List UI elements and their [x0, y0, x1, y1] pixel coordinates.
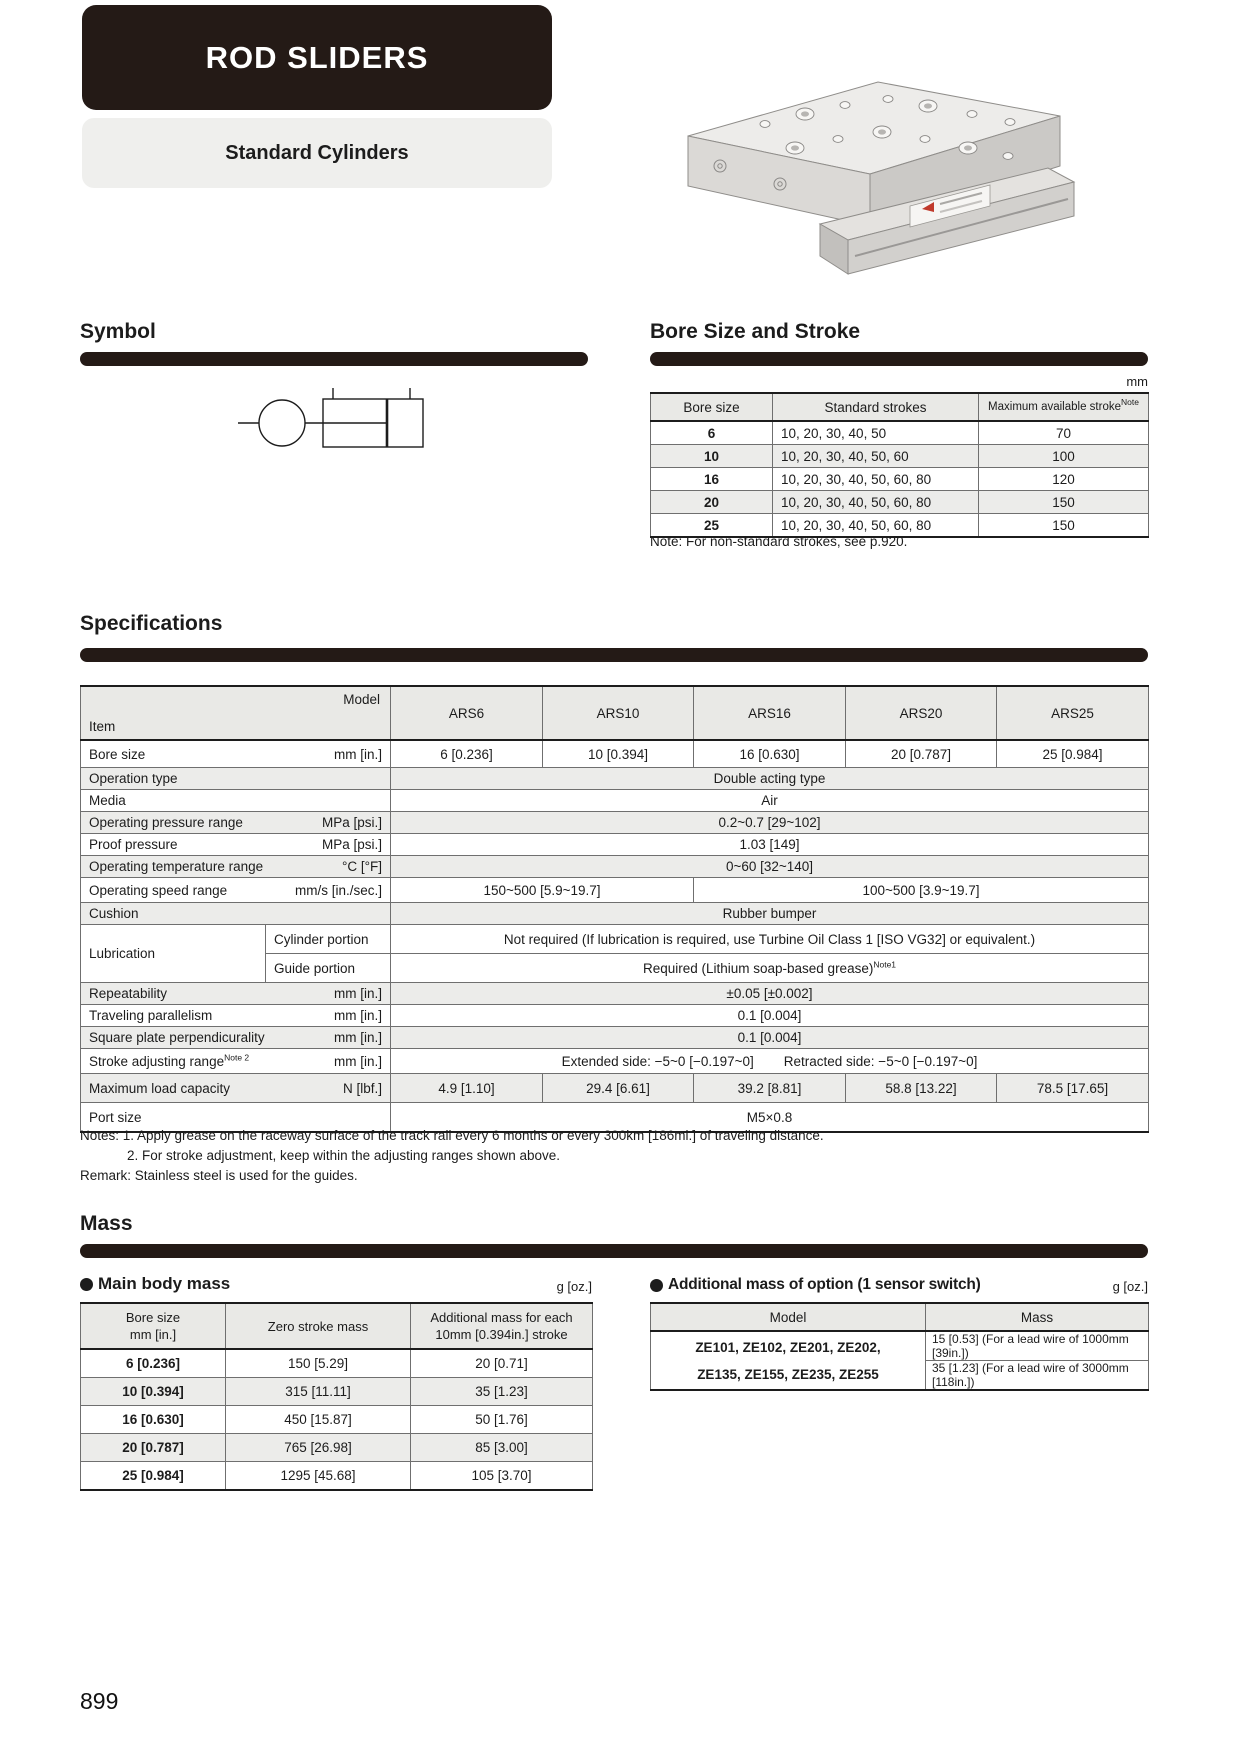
col-model: ARS16	[694, 686, 846, 740]
table-header-row	[651, 393, 1149, 421]
table-row: Operating speed range mm/s [in./sec.] 150~500 [5.9~19.7] 100~500 [3.9~19.7]	[81, 878, 1149, 903]
spec-item: Media	[81, 790, 391, 812]
col-model: ARS6	[391, 686, 543, 740]
spec-item: Cushion	[81, 903, 391, 925]
table-row: Lubrication Cylinder portion Not required (If lubrication is required, use Turbine Oil Class 1 [ISO VG32] or equivalent.)	[81, 925, 1149, 954]
table-row: Operation type Double acting type	[81, 768, 1149, 790]
spec-item: Operating temperature range °C [°F]	[81, 856, 391, 878]
bullet-icon	[650, 1279, 663, 1292]
pneumatic-symbol	[235, 378, 435, 463]
table-row: Operating pressure range MPa [psi.] 0.2~0.7 [29~102]	[81, 812, 1149, 834]
additional-mass-unit: g [oz.]	[1112, 1279, 1148, 1294]
table-row: 35 [1.23] (For a lead wire of 3000mm [118in.])	[651, 1361, 1149, 1391]
table-header-row	[81, 686, 1149, 740]
table-row: Square plate perpendicurality mm [in.] 0.1 [0.004]	[81, 1027, 1149, 1049]
product-image	[660, 66, 1080, 284]
table-header-row	[651, 1303, 1149, 1331]
spec-item: Operating speed range mm/s [in./sec.]	[81, 878, 391, 903]
symbol-heading: Symbol	[80, 320, 156, 343]
col-mass: Mass	[926, 1303, 1149, 1331]
table-row: Traveling parallelism mm [in.] 0.1 [0.004]	[81, 1005, 1149, 1027]
col-max-stroke: Maximum available stroke$^{Note}$	[979, 393, 1149, 421]
additional-mass-table	[650, 1302, 1149, 1391]
table-row: 16 [0.630] 450 [15.87] 50 [1.76]	[81, 1406, 593, 1434]
page-title-banner	[82, 5, 552, 110]
bore-stroke-section-bar	[650, 352, 1148, 366]
model-list-cell: ZE101, ZE102, ZE201, ZE202, ZE135, ZE155, ZE235, ZE255	[651, 1331, 926, 1390]
remark-line: Remark: Stainless steel is used for the guides.	[80, 1168, 358, 1183]
col-model: ARS20	[846, 686, 997, 740]
symbol-section-bar	[80, 352, 588, 366]
bore-table-unit-label: mm	[1126, 374, 1148, 389]
table-row: 16 10, 20, 30, 40, 50, 60, 80 120	[651, 468, 1149, 491]
specifications-heading: Specifications	[80, 612, 223, 635]
lubrication-portion: Guide portion	[266, 954, 391, 983]
table-row: 10 [0.394] 315 [11.11] 35 [1.23]	[81, 1378, 593, 1406]
table-row: Operating temperature range °C [°F] 0~60 [32~140]	[81, 856, 1149, 878]
table-row	[81, 1049, 1149, 1074]
note-line-1: Notes: 1. Apply grease on the raceway surface of the track rail every 6 months or every 300km [186mi.] of traveling distance.	[80, 1128, 824, 1143]
page-subtitle: Standard Cylinders	[225, 141, 409, 164]
spec-item: Square plate perpendicurality mm [in.]	[81, 1027, 391, 1049]
page-number: 899	[80, 1688, 119, 1714]
bullet-icon	[80, 1278, 93, 1291]
bore-table-note: Note: For non-standard strokes, see p.920.	[650, 534, 908, 549]
table-row: 6 [0.236] 150 [5.29] 20 [0.71]	[81, 1349, 593, 1378]
main-body-mass-subhead	[80, 1274, 592, 1294]
table-row: 25 [0.984] 1295 [45.68] 105 [3.70]	[81, 1462, 593, 1491]
lubrication-portion: Cylinder portion	[266, 925, 391, 954]
spec-item: Port size	[81, 1103, 391, 1133]
table-row: 20 10, 20, 30, 40, 50, 60, 80 150	[651, 491, 1149, 514]
spec-item: Traveling parallelism mm [in.]	[81, 1005, 391, 1027]
bore-stroke-heading: Bore Size and Stroke	[650, 320, 861, 343]
table-row: Proof pressure MPa [psi.] 1.03 [149]	[81, 834, 1149, 856]
col-standard-strokes: Standard strokes	[773, 393, 979, 421]
specifications-notes	[80, 1126, 1148, 1186]
table-row: Port size M5×0.8	[81, 1103, 1149, 1133]
col-zero-stroke-mass: Zero stroke mass	[226, 1303, 411, 1349]
table-row: Cushion Rubber bumper	[81, 903, 1149, 925]
spec-item: Maximum load capacity N [lbf.]	[81, 1074, 391, 1103]
table-row: Media Air	[81, 790, 1149, 812]
spec-item: Stroke adjusting range$^{Note 2}$ mm [in.]	[81, 1049, 391, 1074]
main-body-mass-title: Main body mass	[98, 1274, 231, 1293]
table-row: 20 [0.787] 765 [26.98] 85 [3.00]	[81, 1434, 593, 1462]
stroke-adjust-label: Stroke adjusting range$^{Note 2}$	[89, 1052, 250, 1069]
main-body-mass-table	[80, 1302, 593, 1491]
table-row: 6 10, 20, 30, 40, 50 70	[651, 421, 1149, 445]
page-subtitle-banner	[82, 118, 552, 188]
col-additional-mass: Additional mass for each 10mm [0.394in.] stroke	[411, 1303, 593, 1349]
spec-item: Proof pressure MPa [psi.]	[81, 834, 391, 856]
page-title: ROD SLIDERS	[205, 39, 429, 75]
main-body-mass-unit: g [oz.]	[556, 1279, 592, 1294]
spec-item: Operating pressure range MPa [psi.]	[81, 812, 391, 834]
additional-mass-subhead	[650, 1276, 1148, 1294]
lubrication-guide-value: Required (Lithium soap-based grease)$^{Note1}$	[391, 954, 1149, 983]
table-row: ZE101, ZE102, ZE201, ZE202, ZE135, ZE155, ZE235, ZE255 15 [0.53] (For a lead wire of 1000mm [39in.])	[651, 1331, 1149, 1361]
table-row: Maximum load capacity N [lbf.] 4.9 [1.10] 29.4 [6.61] 39.2 [8.81] 58.8 [13.22] 78.5 [17.65]	[81, 1074, 1149, 1103]
specifications-table	[80, 685, 1149, 1133]
note-line-2: 2. For stroke adjustment, keep within the adjusting ranges shown above.	[127, 1148, 560, 1163]
mass-heading: Mass	[80, 1212, 133, 1235]
table-row: Bore size mm [in.] 6 [0.236] 10 [0.394] 16 [0.630] 20 [0.787] 25 [0.984]	[81, 740, 1149, 768]
spec-item: Bore size mm [in.]	[81, 740, 391, 768]
spec-item: Repeatability mm [in.]	[81, 983, 391, 1005]
table-header-row	[81, 1303, 593, 1349]
col-bore-size: Bore size	[651, 393, 773, 421]
table-row: 25 10, 20, 30, 40, 50, 60, 80 150	[651, 514, 1149, 538]
col-model: ARS25	[997, 686, 1149, 740]
table-row: Repeatability mm [in.] ±0.05 [±0.002]	[81, 983, 1149, 1005]
spec-item-lubrication: Lubrication	[81, 925, 266, 983]
col-bore-size: Bore size mm [in.]	[81, 1303, 226, 1349]
spec-item: Operation type	[81, 768, 391, 790]
model-item-corner-cell: Model Item	[81, 686, 391, 740]
stroke-adjust-value: Extended side: −5~0 [−0.197~0] Retracted side: −5~0 [−0.197~0]	[391, 1049, 1149, 1074]
col-model: ARS10	[543, 686, 694, 740]
col-model: Model	[651, 1303, 926, 1331]
specifications-section-bar	[80, 648, 1148, 662]
mass-section-bar	[80, 1244, 1148, 1258]
table-row: 10 10, 20, 30, 40, 50, 60 100	[651, 445, 1149, 468]
bore-stroke-table	[650, 392, 1149, 538]
additional-mass-title: Additional mass of option (1 sensor switch)	[668, 1276, 981, 1293]
